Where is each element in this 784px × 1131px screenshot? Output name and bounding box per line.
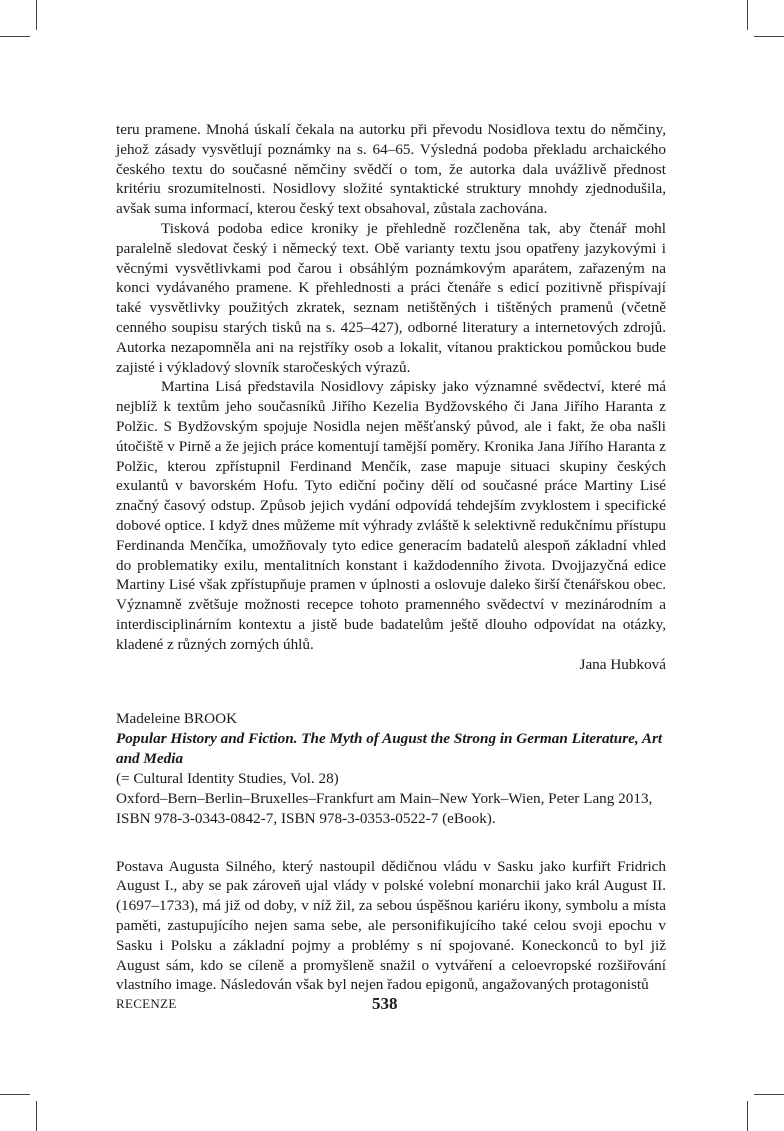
crop-mark-bottom-left bbox=[36, 1101, 37, 1131]
review-signature: Jana Hubková bbox=[579, 655, 666, 673]
crop-mark-top-left bbox=[36, 0, 37, 30]
crop-mark-bottom-right bbox=[747, 1101, 748, 1131]
review-body: Postava Augusta Silného, který nastoupil dědičnou vládu v Sasku jako kurfiřt Fridrich August I., aby se pak zároveň ujal vlády v polské volební monarchii jako král August II. (1697–1733), má již od doby, v níž žil, za sebou úspěšnou kariéru ikony, symbolu a místa paměti, zastupujícího nejen sama sebe, ale personifikujícího také celou svoji epochu v Sasku i Polsku a základní pojmy a problémy s ní spojované. Koneckonců to byl již August sám, kdo se cíleně a promyšleně snažil o vytváření a celoevropské rozšiřování vlastního image. Následován však byl nejen řadou epigonů, angažovaných protagonistů bbox=[116, 857, 666, 994]
crop-mark-right-bottom bbox=[754, 1094, 784, 1095]
paragraph-comparison: Martina Lisá představila Nosidlovy zápisky jako významné svědectví, které má nejblíž k textům jeho současníků Jiřího Kezelia Bydžovského či Jana Jiřího Haranta z Polžic. S Bydžovským spojuje Nosidla nejen měšťanský původ, ale i fakt, že oba našli útočiště v Pirně a že jejich práce komentují tamější poměry. Kronika Jana Jiřího Haranta z Polžic, kterou zpřístupnil Ferdinand Menčík, zase mapuje situaci skupiny českých exulantů v bavorském Hofu. Tyto ediční počiny dělí od současné práce Martiny Lisé značný časový odstup. Způsob jejich vydání odpovídá tehdejším zvyklostem i specifické dobové optice. I když dnes můžeme mít výhrady zvláště k selektivně redukčnímu přístupu Ferdinanda Menčíka, umožňovaly tyto edice generacím badatelů alespoň základní vhled do problematiky exilu, mentalitních konstant i každodenního života. Dvojjazyčná edice Martiny Lisé však zpřístupňuje pramen v úplnosti a oslovuje daleko širší čtenářskou obec. Významně zvětšuje možnosti recepce tohoto pramenného svědectví v mezinárodním a interdisciplinárním kontextu a jistě bude badatelům ještě dlouho odpovídat na otázky, kladené z různých zorných úhlů. bbox=[116, 378, 666, 653]
crop-mark-left-bottom bbox=[0, 1094, 30, 1095]
paragraph-continuation: teru pramene. Mnohá úskalí čekala na autorku při převodu Nosidlova textu do němčiny, jehož zásady vysvětlují poznámky na s. 64–65. Výsledná podoba překladu archaického českého textu do současné němčiny svědčí o tom, že autorka dala uvážlivě přednost kritériu srozumitelnosti. Nosidlovy složité syntaktické struktury mnohdy zjednodušila, avšak suma informací, kterou český text obsahoval, zůstala zachována. bbox=[116, 121, 666, 218]
paragraph-edition-layout: Tisková podoba edice kroniky je přehledně rozčleněna tak, aby čtenář mohl paralelně sledovat český i německý text. Obě varianty textu jsou opatřeny jazykovými i věcnými vysvětlivkami pod čarou i obsáhlým poznámkovým aparátem, zařazeným na konci vydávaného pramene. K přehlednosti a práci čtenáře s edicí pozitivně přispívají také vysvětlivky použitých zkratek, seznam netištěných i tištěných pramenů (včetně cenného soupisu starých tisků na s. 425–427), odborné literatury a internetových zdrojů. Autorka nezapomněla ani na rejstříky osob a lokalit, vítanou praktickou pomůckou bude zajisté i výkladový slovník staročeských výrazů. bbox=[116, 219, 666, 376]
page-number: 538 bbox=[372, 994, 398, 1013]
book-series: (= Cultural Identity Studies, Vol. 28) bbox=[116, 769, 339, 787]
crop-mark-left-top bbox=[0, 36, 30, 37]
book-author: Madeleine BROOK bbox=[116, 709, 238, 727]
crop-mark-top-right bbox=[747, 0, 748, 30]
book-title: Popular History and Fiction. The Myth of August the Strong in German Literature, Art and Media bbox=[116, 729, 663, 767]
book-publication: Oxford–Bern–Berlin–Bruxelles–Frankfurt am Main–New York–Wien, Peter Lang 2013, ISBN 978-3-0343-0842-7, ISBN 978-3-0353-0522-7 (eBook). bbox=[116, 789, 653, 827]
footer-section: RECENZE bbox=[116, 996, 177, 1011]
page-body bbox=[116, 120, 666, 995]
crop-mark-right-top bbox=[754, 36, 784, 37]
